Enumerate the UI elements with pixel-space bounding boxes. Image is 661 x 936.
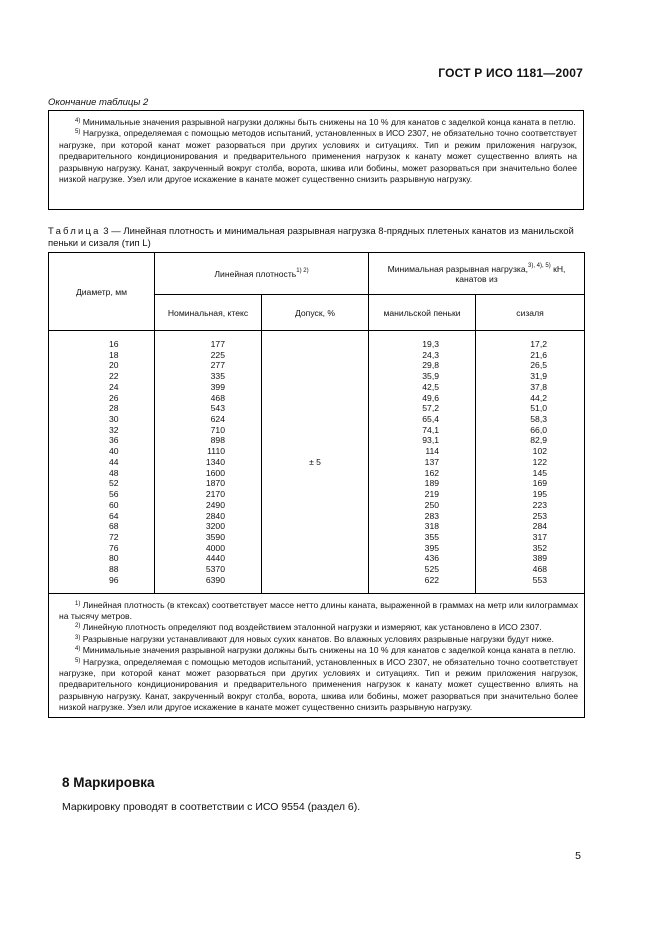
manila-cell: 525: [424, 564, 440, 575]
sisal-cell: 82,9: [530, 435, 548, 446]
footnote-5: $^{5)}$ Нагрузка, определяемая с помощью методов испытаний, установленных в ИСО 2307, не обязательно точно соответствует нагрузке, при которой канат может разорваться при других условиях и ситуациях. Тип и режим приложения нагрузок, предварительного кондиционирования и предварительного применения нагрузок к канату может существенно влиять на разрывную нагрузку. Канат, закрученный вокруг столба, ворота, шкива или бобины, может разорваться при значительно более низкой нагрузке. Узел или другое искажение в канате может существенно снизить разрывную нагрузку.: [59, 656, 579, 713]
table3: [48, 252, 585, 718]
sisal-cell: 389: [532, 553, 548, 564]
nominal-cell: 2840: [205, 510, 225, 521]
sisal-cell: 66,0: [530, 424, 548, 435]
footnote-5: $^{5)}$ Нагрузка, определяемая с помощью методов испытаний, установленных в ИСО 2307, не обязательно точно соответствует нагрузке, при которой канат может разорваться при других условиях и ситуациях. Тип и режим приложения нагрузок, предварительного кондиционирования и предварительного применения нагрузок к канату может существенно влиять на разрывную нагрузку. Канат, закрученный вокруг столба, ворота, шкива или бобины, может разорваться при значительно более низкой нагрузке. Узел или другое искажение в канате может существенно снизить разрывную нагрузку.: [59, 128, 577, 185]
nominal-cell: 1110: [207, 446, 225, 457]
manila-cell: 49,6: [422, 392, 440, 403]
diameter-cell: 28: [108, 403, 119, 414]
manila-cell: 19,3: [422, 339, 440, 349]
sisal-cell: 169: [532, 478, 548, 489]
nominal-cell: 543: [210, 403, 225, 414]
header-linear-density: Линейная плотность$^{1) 2)}$: [155, 253, 369, 295]
nominal-cell: 335: [210, 371, 225, 382]
nominal-cell: 6390: [205, 574, 225, 585]
nominal-cell: 3200: [205, 521, 225, 532]
nominal-cell: 4000: [205, 542, 225, 553]
footnote-4: $^{4)}$ Минимальные значения разрывной нагрузки должны быть снижены на 10 % для канатов с заделкой конца каната в петлю.: [75, 117, 576, 127]
manila-cell: 65,4: [422, 414, 440, 425]
header-diameter: Диаметр, мм: [49, 253, 155, 331]
sisal-cell: 468: [532, 564, 548, 575]
header-sisal: сизаля: [476, 295, 585, 331]
manila-cell: 93,1: [422, 435, 440, 446]
sisal-cell: 284: [532, 521, 548, 532]
manila-cell: 189: [424, 478, 440, 489]
diameter-cell: 60: [108, 499, 119, 510]
manila-cell: 250: [424, 499, 440, 510]
manila-cell: 162: [424, 467, 440, 478]
nominal-cell: 1340: [205, 456, 225, 467]
diameter-cell: 16: [108, 339, 119, 349]
footnote-3: $^{3)}$ Разрывные нагрузки устанавливают для новых сухих канатов. Во влажных условиях разрывные нагрузки будут ниже.: [75, 633, 554, 644]
diameter-cell: 52: [108, 478, 119, 489]
header-min-break-load: Минимальная разрывная нагрузка,$^{3), 4), 5)}$ кН, канатов из: [369, 253, 585, 295]
manila-cell: 137: [424, 456, 440, 467]
sisal-cell: 51,0: [530, 403, 548, 414]
nominal-cell: 624: [210, 414, 225, 425]
diameter-cell: 30: [108, 414, 119, 425]
manila-cell: 318: [424, 521, 440, 532]
section-8-body: Маркировку проводят в соответствии с ИСО 9554 (раздел 6).: [62, 801, 361, 813]
footnote-2: $^{2)}$ Линейную плотность определяют под воздействием эталонной нагрузки и измеряют, как установлено в ИСО 2307.: [75, 622, 542, 633]
sisal-cell: 58,3: [530, 414, 548, 425]
tolerance-cell: ± 5: [262, 331, 369, 594]
manila-cell: 74,1: [422, 424, 440, 435]
diameter-cell: 24: [108, 381, 119, 392]
manila-cell: 436: [424, 553, 440, 564]
nominal-cell: 399: [210, 381, 225, 392]
nominal-cell: 4440: [205, 553, 225, 564]
nominal-cell: 3590: [205, 531, 225, 542]
nominal-cell: 468: [210, 392, 225, 403]
manila-cell: 35,9: [422, 371, 440, 382]
nominal-cell: 5370: [205, 564, 225, 575]
sisal-cell: 17,2: [530, 339, 548, 349]
diameter-cell: 64: [108, 510, 119, 521]
nominal-cell: 277: [210, 360, 225, 371]
diameter-cell: 68: [108, 521, 119, 532]
manila-cell: 57,2: [422, 403, 440, 414]
manila-column: [369, 331, 476, 594]
table3-caption-lead: Таблица: [48, 226, 101, 237]
manila-cell: 622: [424, 574, 440, 585]
diameter-column: [49, 331, 155, 594]
table2-footnotes-box: [48, 110, 584, 210]
sisal-cell: 44,2: [530, 392, 548, 403]
manila-cell: 395: [424, 542, 440, 553]
sisal-cell: 195: [532, 489, 548, 500]
diameter-cell: 40: [108, 446, 119, 457]
sisal-cell: 223: [532, 499, 548, 510]
nominal-cell: 177: [210, 339, 225, 349]
nominal-cell: 1870: [205, 478, 225, 489]
footnote-1: $^{1)}$ Линейная плотность (в ктексах) соответствует массе нетто длины каната, выраженной в граммах на метр или килограммах на тысячу метров.: [59, 599, 579, 621]
manila-cell: 283: [424, 510, 440, 521]
diameter-cell: 80: [108, 553, 119, 564]
header-nominal: Номинальная, ктекс: [155, 295, 262, 331]
table3-caption: [48, 226, 588, 250]
sisal-cell: 21,6: [530, 349, 548, 360]
sisal-cell: 253: [532, 510, 548, 521]
manila-cell: 24,3: [422, 349, 440, 360]
section-8-title: 8 Маркировка: [62, 775, 155, 790]
sisal-cell: 26,5: [530, 360, 548, 371]
sisal-cell: 553: [532, 574, 548, 585]
footnote-4: $^{4)}$ Минимальные значения разрывной нагрузки должны быть снижены на 10 % для канатов с заделкой конца каната в петлю.: [75, 645, 576, 656]
sisal-cell: 37,8: [530, 381, 548, 392]
diameter-cell: 20: [108, 360, 119, 371]
diameter-cell: 44: [108, 456, 119, 467]
nominal-cell: 225: [210, 349, 225, 360]
diameter-cell: 76: [108, 542, 119, 553]
diameter-cell: 96: [108, 574, 119, 585]
table3-footnotes: [49, 593, 585, 717]
header-tolerance: Допуск, %: [262, 295, 369, 331]
diameter-cell: 18: [108, 349, 119, 360]
manila-cell: 219: [424, 489, 440, 500]
diameter-cell: 26: [108, 392, 119, 403]
diameter-cell: 48: [108, 467, 119, 478]
manila-cell: 355: [424, 531, 440, 542]
sisal-cell: 317: [532, 531, 548, 542]
nominal-cell: 898: [210, 435, 225, 446]
table3-caption-text: 3 — Линейная плотность и минимальная разрывная нагрузка 8-прядных плетеных канатов из манильской пеньки и сизаля (тип L): [48, 226, 574, 249]
sisal-cell: 31,9: [530, 371, 548, 382]
nominal-column: [155, 331, 262, 594]
sisal-column: [476, 331, 585, 594]
nominal-cell: 2170: [205, 489, 225, 500]
diameter-cell: 36: [108, 435, 119, 446]
diameter-cell: 88: [108, 564, 119, 575]
document-code: ГОСТ Р ИСО 1181—2007: [438, 66, 583, 80]
sisal-cell: 122: [532, 456, 548, 467]
nominal-cell: 710: [210, 424, 225, 435]
diameter-cell: 22: [108, 371, 119, 382]
table2-continuation-label: Окончание таблицы 2: [48, 97, 149, 108]
manila-cell: 29,8: [422, 360, 440, 371]
page-number: 5: [575, 850, 581, 862]
nominal-cell: 2490: [205, 499, 225, 510]
diameter-cell: 72: [108, 531, 119, 542]
diameter-cell: 32: [108, 424, 119, 435]
sisal-cell: 352: [532, 542, 548, 553]
manila-cell: 114: [425, 446, 440, 457]
header-manila: манильской пеньки: [369, 295, 476, 331]
sisal-cell: 102: [532, 446, 548, 457]
sisal-cell: 145: [532, 467, 548, 478]
nominal-cell: 1600: [205, 467, 225, 478]
manila-cell: 42,5: [422, 381, 440, 392]
diameter-cell: 56: [108, 489, 119, 500]
